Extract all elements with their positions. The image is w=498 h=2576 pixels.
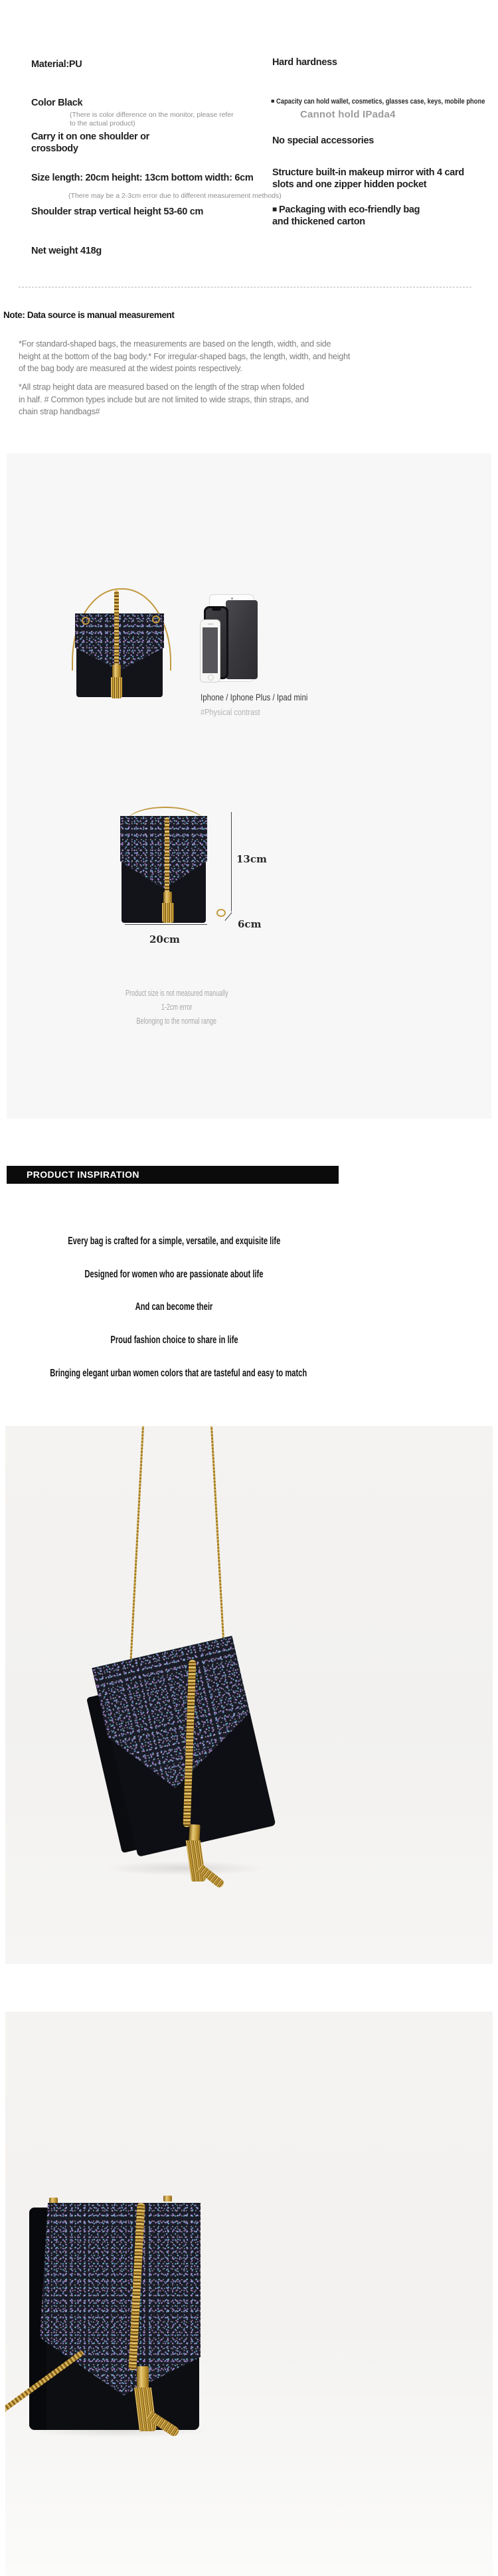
bag-grommet-right bbox=[152, 615, 160, 623]
note-title: Note: Data source is manual measurement bbox=[3, 310, 175, 320]
inspiration-line: Designed for women who are passionate about life bbox=[84, 1269, 264, 1280]
spec-material: Material:PU bbox=[31, 59, 82, 70]
length-dimension-label: 20cm bbox=[149, 933, 180, 945]
section-banner bbox=[7, 1166, 339, 1184]
tassel-fringe bbox=[111, 677, 122, 698]
chain-attachment-left bbox=[49, 2198, 58, 2204]
bag-front-chain bbox=[114, 590, 119, 665]
spec-carry: Carry it on one shoulder or crossbody bbox=[31, 131, 150, 154]
spec-size: Size length: 20cm height: 13cm bottom width: 6cm bbox=[31, 173, 254, 183]
spec-packaging: ■ Packaging with eco-friendly bag and thickened carton bbox=[272, 204, 420, 227]
note-paragraph-1: *For standard-shaped bags, the measurements are based on the length, width, and side height at the bottom of the bag body.* For irregular-shaped bags, the length, width, and height of the bag body are measured at the widest points respectively. bbox=[19, 339, 351, 373]
spec-hardness: Hard hardness bbox=[272, 57, 337, 68]
length-measure-line bbox=[125, 924, 207, 925]
diagram-tassel-cap bbox=[163, 892, 172, 904]
devices-sub-label: #Physical contrast bbox=[201, 707, 260, 717]
height-measure-line bbox=[231, 812, 232, 912]
diagram-bag-chain bbox=[165, 817, 169, 894]
tablet-dark-mockup bbox=[226, 600, 258, 679]
spec-color-note: (There is color difference on the monitor, please refer to the actual product) bbox=[70, 111, 234, 127]
iphone-home-button bbox=[208, 675, 214, 681]
height-dimension-label: 13cm bbox=[236, 853, 267, 865]
iphone-x-notch bbox=[212, 608, 221, 611]
chain-attachment-right bbox=[163, 2196, 172, 2202]
spec-accessories: No special accessories bbox=[272, 135, 374, 146]
diagram-tassel-fringe bbox=[162, 903, 174, 923]
spec-color: Color Black bbox=[31, 98, 83, 108]
spec-capacity-note: Cannot hold IPada4 bbox=[300, 109, 396, 120]
iphone-screen bbox=[203, 627, 218, 673]
inspiration-line: And can become their bbox=[135, 1301, 213, 1313]
product-photo-closeup bbox=[5, 2012, 493, 2576]
chain-strap-left bbox=[129, 1426, 144, 1669]
tassel-cap bbox=[112, 665, 121, 678]
size-comparison-card bbox=[7, 453, 491, 1119]
size-disclaimer-line: 1-2cm error bbox=[161, 1003, 193, 1012]
size-disclaimer-line: Product size is not measured manually bbox=[125, 989, 228, 998]
inspiration-line: Every bag is crafted for a simple, versatile, and exquisite life bbox=[67, 1236, 281, 1247]
banner-title: PRODUCT INSPIRATION bbox=[27, 1169, 139, 1180]
square-bullet-icon: ■ bbox=[272, 204, 277, 214]
spec-capacity: ■ Capacity can hold wallet, cosmetics, glasses case, keys, mobile phone bbox=[271, 98, 485, 106]
ipad-camera-dot bbox=[231, 598, 233, 600]
product-photo-hanging bbox=[5, 1426, 493, 1964]
size-disclaimer-line: Belonging to the normal range bbox=[136, 1016, 217, 1026]
inspiration-line: Proud fashion choice to share in life bbox=[110, 1334, 238, 1346]
spec-structure: Structure built-in makeup mirror with 4 card slots and one zipper hidden pocket bbox=[272, 167, 464, 190]
spec-strap-height: Shoulder strap vertical height 53-60 cm bbox=[31, 206, 204, 217]
spec-net-weight: Net weight 418g bbox=[31, 246, 102, 256]
tassel-cap bbox=[137, 2366, 149, 2389]
spec-size-note: (There may be a 2-3cm error due to different measurement methods) bbox=[68, 192, 282, 200]
note-paragraph-2: *All strap height data are measured based on the length of the strap when folded in half. # Common types include but are not limited to wide straps, thin straps, and chain strap handbags# bbox=[19, 382, 309, 416]
diagram-strap-hook bbox=[216, 909, 226, 917]
bag-photo1 bbox=[80, 1636, 280, 1875]
bag-grommet-left bbox=[82, 617, 90, 625]
iphone-mockup bbox=[200, 619, 220, 683]
tassel-cap bbox=[189, 1824, 200, 1842]
iphone-speaker bbox=[208, 623, 213, 625]
square-bullet-icon: ■ bbox=[271, 98, 275, 104]
devices-label: Iphone / Iphone Plus / Ipad mini bbox=[201, 692, 308, 702]
depth-dimension-label: 6cm bbox=[238, 918, 262, 930]
depth-measure-tick bbox=[224, 912, 232, 921]
chain-strap-right bbox=[210, 1426, 226, 1660]
inspiration-line: Bringing elegant urban women colors that are tasteful and easy to match bbox=[50, 1368, 307, 1379]
